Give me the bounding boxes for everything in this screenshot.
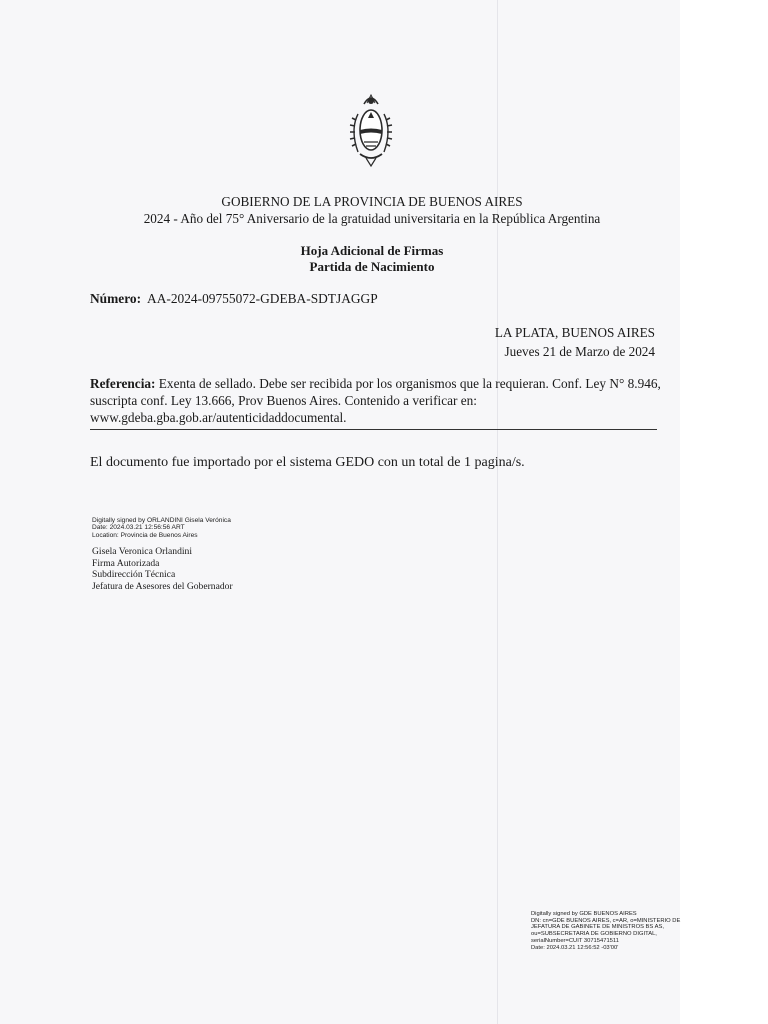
reference-line-3: www.gdeba.gba.gob.ar/autenticidaddocumental. bbox=[90, 410, 347, 425]
reference-line-1: Exenta de sellado. Debe ser recibida por los organismos que la requieran. Conf. Ley N° 8.946, bbox=[158, 376, 661, 391]
reference-line-2: suscripta conf. Ley 13.666, Prov Buenos Aires. Contenido a verificar en: bbox=[90, 393, 477, 408]
place-city: LA PLATA, BUENOS AIRES bbox=[494, 325, 655, 340]
signer-name: Gisela Veronica Orlandini bbox=[92, 546, 192, 557]
digital-signature-2 bbox=[531, 911, 680, 951]
year-motto: 2024 - Año del 75° Aniversario de la gratuidad universitaria en la República Argentina bbox=[143, 211, 601, 226]
paper-fold-line bbox=[497, 0, 498, 1024]
signature-2-line: Date: 2024.03.21 12:56:52 -03'00' bbox=[531, 944, 619, 951]
place-date bbox=[495, 323, 655, 361]
signer-block bbox=[92, 546, 233, 592]
signer-role: Firma Autorizada bbox=[92, 557, 160, 569]
digital-signature-1 bbox=[92, 517, 231, 539]
document-subtitle: Partida de Nacimiento bbox=[309, 259, 435, 274]
signature-2-line: serialNumber=CUIT 30715471511 bbox=[531, 937, 619, 944]
signer-office: Jefatura de Asesores del Gobernador bbox=[92, 580, 233, 592]
divider bbox=[90, 429, 657, 430]
signature-2-line: DN: cn=GDE BUENOS AIRES, c=AR, o=MINISTERIO DE bbox=[531, 917, 681, 924]
signature-2-line: ou=SUBSECRETARIA DE GOBIERNO DIGITAL, bbox=[531, 931, 657, 938]
signature-2-line: Digitally signed by GDE BUENOS AIRES bbox=[531, 911, 637, 917]
signature-1-line: Digitally signed by ORLANDINI Gisela Verónica bbox=[92, 517, 231, 524]
signature-1-line: Date: 2024.03.21 12:56:56 ART bbox=[92, 524, 185, 532]
signature-2-line: JEFATURA DE GABINETE DE MINISTROS BS AS, bbox=[531, 924, 664, 931]
provincial-coat-of-arms-icon bbox=[346, 90, 396, 170]
document-number-label: Número: bbox=[90, 291, 142, 306]
body-text: El documento fue importado por el sistema GEDO con un total de 1 pagina/s. bbox=[90, 455, 525, 470]
document-date: Jueves 21 de Marzo de 2024 bbox=[504, 344, 655, 359]
signature-1-line: Location: Provincia de Buenos Aires bbox=[92, 531, 198, 539]
reference-label: Referencia: bbox=[90, 376, 156, 391]
signer-department: Subdirección Técnica bbox=[92, 569, 176, 580]
document-number-value: AA-2024-09755072-GDEBA-SDTJAGGP bbox=[147, 291, 378, 306]
document-number bbox=[90, 291, 378, 307]
scan-margin bbox=[680, 0, 768, 1024]
document-title: Hoja Adicional de Firmas bbox=[300, 243, 444, 258]
government-header: GOBIERNO DE LA PROVINCIA DE BUENOS AIRES bbox=[221, 194, 523, 209]
reference-block bbox=[90, 375, 660, 426]
